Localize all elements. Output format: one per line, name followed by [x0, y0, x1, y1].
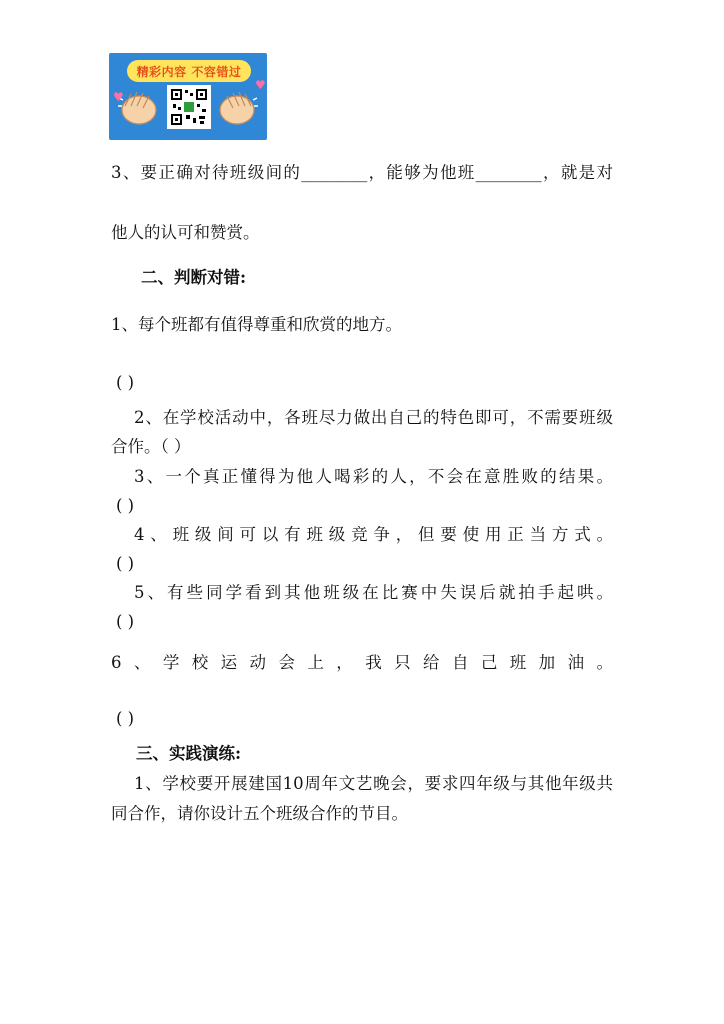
judge-item-6: 6、学校运动会上，我只给自己班加油。 [111, 653, 613, 672]
section-title-practice: 三、实践演练: [136, 744, 242, 763]
judge-item-4-blank[interactable]: ( ) [116, 554, 135, 573]
banner-title-pill [127, 60, 251, 82]
judge-item-1-blank[interactable]: ( ) [116, 373, 135, 392]
clapping-hands-icon-right [215, 86, 259, 128]
q3-fill-line2: 他人的认可和赞赏。 [111, 223, 260, 242]
judge-item-3: 3、一个真正懂得为他人喝彩的人，不会在意胜败的结果。 [134, 467, 613, 486]
judge-item-6-blank[interactable]: ( ) [116, 709, 135, 728]
judge-item-5-blank[interactable]: ( ) [116, 612, 135, 631]
judge-item-3-blank[interactable]: ( ) [116, 496, 135, 515]
judge-item-2-line2[interactable]: 合作。（ ） [111, 437, 191, 456]
practice-item-1-line2: 同合作，请你设计五个班级合作的节目。 [111, 804, 408, 823]
banner-title: 精彩内容 不容错过 [136, 64, 242, 79]
judge-item-2-line1: 2、在学校活动中，各班尽力做出自己的特色即可，不需要班级 [134, 408, 613, 427]
promo-banner[interactable] [109, 53, 267, 140]
judge-item-4: 4、班级间可以有班级竞争，但要使用正当方式。 [134, 525, 613, 544]
qr-code-icon [167, 85, 211, 129]
heart-icon: ♥ [113, 90, 124, 104]
heart-icon-right: ♥ [255, 78, 266, 92]
section-title-judgement: 二、判断对错: [141, 268, 247, 287]
judge-item-1: 1、每个班都有值得尊重和欣赏的地方。 [111, 315, 402, 334]
q3-fill-line1: 3、要正确对待班级间的________，能够为他班________，就是对 [111, 163, 613, 182]
judge-item-5: 5、有些同学看到其他班级在比赛中失误后就拍手起哄。 [134, 583, 613, 602]
practice-item-1-line1: 1、学校要开展建国10周年文艺晚会，要求四年级与其他年级共 [134, 774, 613, 793]
